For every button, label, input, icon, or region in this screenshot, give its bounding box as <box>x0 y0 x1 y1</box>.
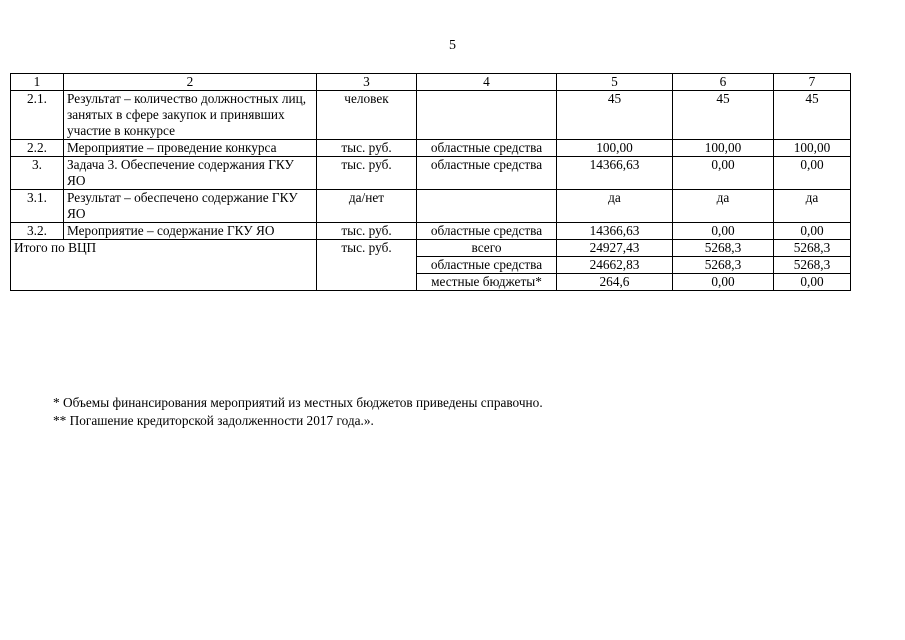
total-value-7: 5268,3 <box>774 240 851 257</box>
row-unit: тыс. руб. <box>317 157 417 190</box>
table-row <box>11 140 851 157</box>
row-value-5: 100,00 <box>557 140 673 157</box>
total-value-6: 0,00 <box>673 274 774 291</box>
row-value-6: 100,00 <box>673 140 774 157</box>
row-number: 3.2. <box>11 223 64 240</box>
total-source: местные бюджеты* <box>417 274 557 291</box>
row-number: 2.2. <box>11 140 64 157</box>
column-number: 2 <box>64 74 317 91</box>
row-value-7: да <box>774 190 851 223</box>
total-value-7: 5268,3 <box>774 257 851 274</box>
column-number: 3 <box>317 74 417 91</box>
column-number: 4 <box>417 74 557 91</box>
footnote: ** Погашение кредиторской задолженности 2017 года.». <box>53 413 374 428</box>
page-number: 5 <box>449 38 456 53</box>
row-value-5: 14366,63 <box>557 223 673 240</box>
total-unit: тыс. руб. <box>317 240 417 291</box>
row-value-5: 14366,63 <box>557 157 673 190</box>
row-source <box>417 190 557 223</box>
table-row <box>11 91 851 140</box>
total-value-6: 5268,3 <box>673 257 774 274</box>
total-value-6: 5268,3 <box>673 240 774 257</box>
row-value-6: 45 <box>673 91 774 140</box>
column-number: 5 <box>557 74 673 91</box>
row-value-6: 0,00 <box>673 157 774 190</box>
footnote: * Объемы финансирования мероприятий из местных бюджетов приведены справочно. <box>53 395 543 410</box>
total-value-7: 0,00 <box>774 274 851 291</box>
total-value-5: 24662,83 <box>557 257 673 274</box>
row-name: Мероприятие – проведение конкурса <box>64 140 317 157</box>
row-name: Задача 3. Обеспечение содержания ГКУ ЯО <box>64 157 317 190</box>
row-source: областные средства <box>417 157 557 190</box>
row-value-6: да <box>673 190 774 223</box>
row-number: 3. <box>11 157 64 190</box>
row-unit: тыс. руб. <box>317 223 417 240</box>
row-name: Мероприятие – содержание ГКУ ЯО <box>64 223 317 240</box>
row-value-7: 100,00 <box>774 140 851 157</box>
row-value-6: 0,00 <box>673 223 774 240</box>
footnotes <box>53 394 543 430</box>
row-source <box>417 91 557 140</box>
total-row <box>11 240 851 257</box>
row-value-7: 45 <box>774 91 851 140</box>
total-value-5: 24927,43 <box>557 240 673 257</box>
row-value-7: 0,00 <box>774 223 851 240</box>
row-number: 3.1. <box>11 190 64 223</box>
total-source: областные средства <box>417 257 557 274</box>
table-row <box>11 223 851 240</box>
total-label: Итого по ВЦП <box>11 240 317 291</box>
table-row <box>11 190 851 223</box>
row-value-7: 0,00 <box>774 157 851 190</box>
row-value-5: 45 <box>557 91 673 140</box>
row-unit: да/нет <box>317 190 417 223</box>
table-row <box>11 157 851 190</box>
row-unit: тыс. руб. <box>317 140 417 157</box>
row-value-5: да <box>557 190 673 223</box>
total-source: всего <box>417 240 557 257</box>
column-number-row <box>11 74 851 91</box>
row-source: областные средства <box>417 223 557 240</box>
column-number: 6 <box>673 74 774 91</box>
total-value-5: 264,6 <box>557 274 673 291</box>
column-number: 1 <box>11 74 64 91</box>
column-number: 7 <box>774 74 851 91</box>
row-name: Результат – обеспечено содержание ГКУ ЯО <box>64 190 317 223</box>
funding-table <box>10 73 851 291</box>
row-number: 2.1. <box>11 91 64 140</box>
row-source: областные средства <box>417 140 557 157</box>
row-unit: человек <box>317 91 417 140</box>
row-name: Результат – количество должностных лиц, занятых в сфере закупок и принявших участие в конкурсе <box>64 91 317 140</box>
